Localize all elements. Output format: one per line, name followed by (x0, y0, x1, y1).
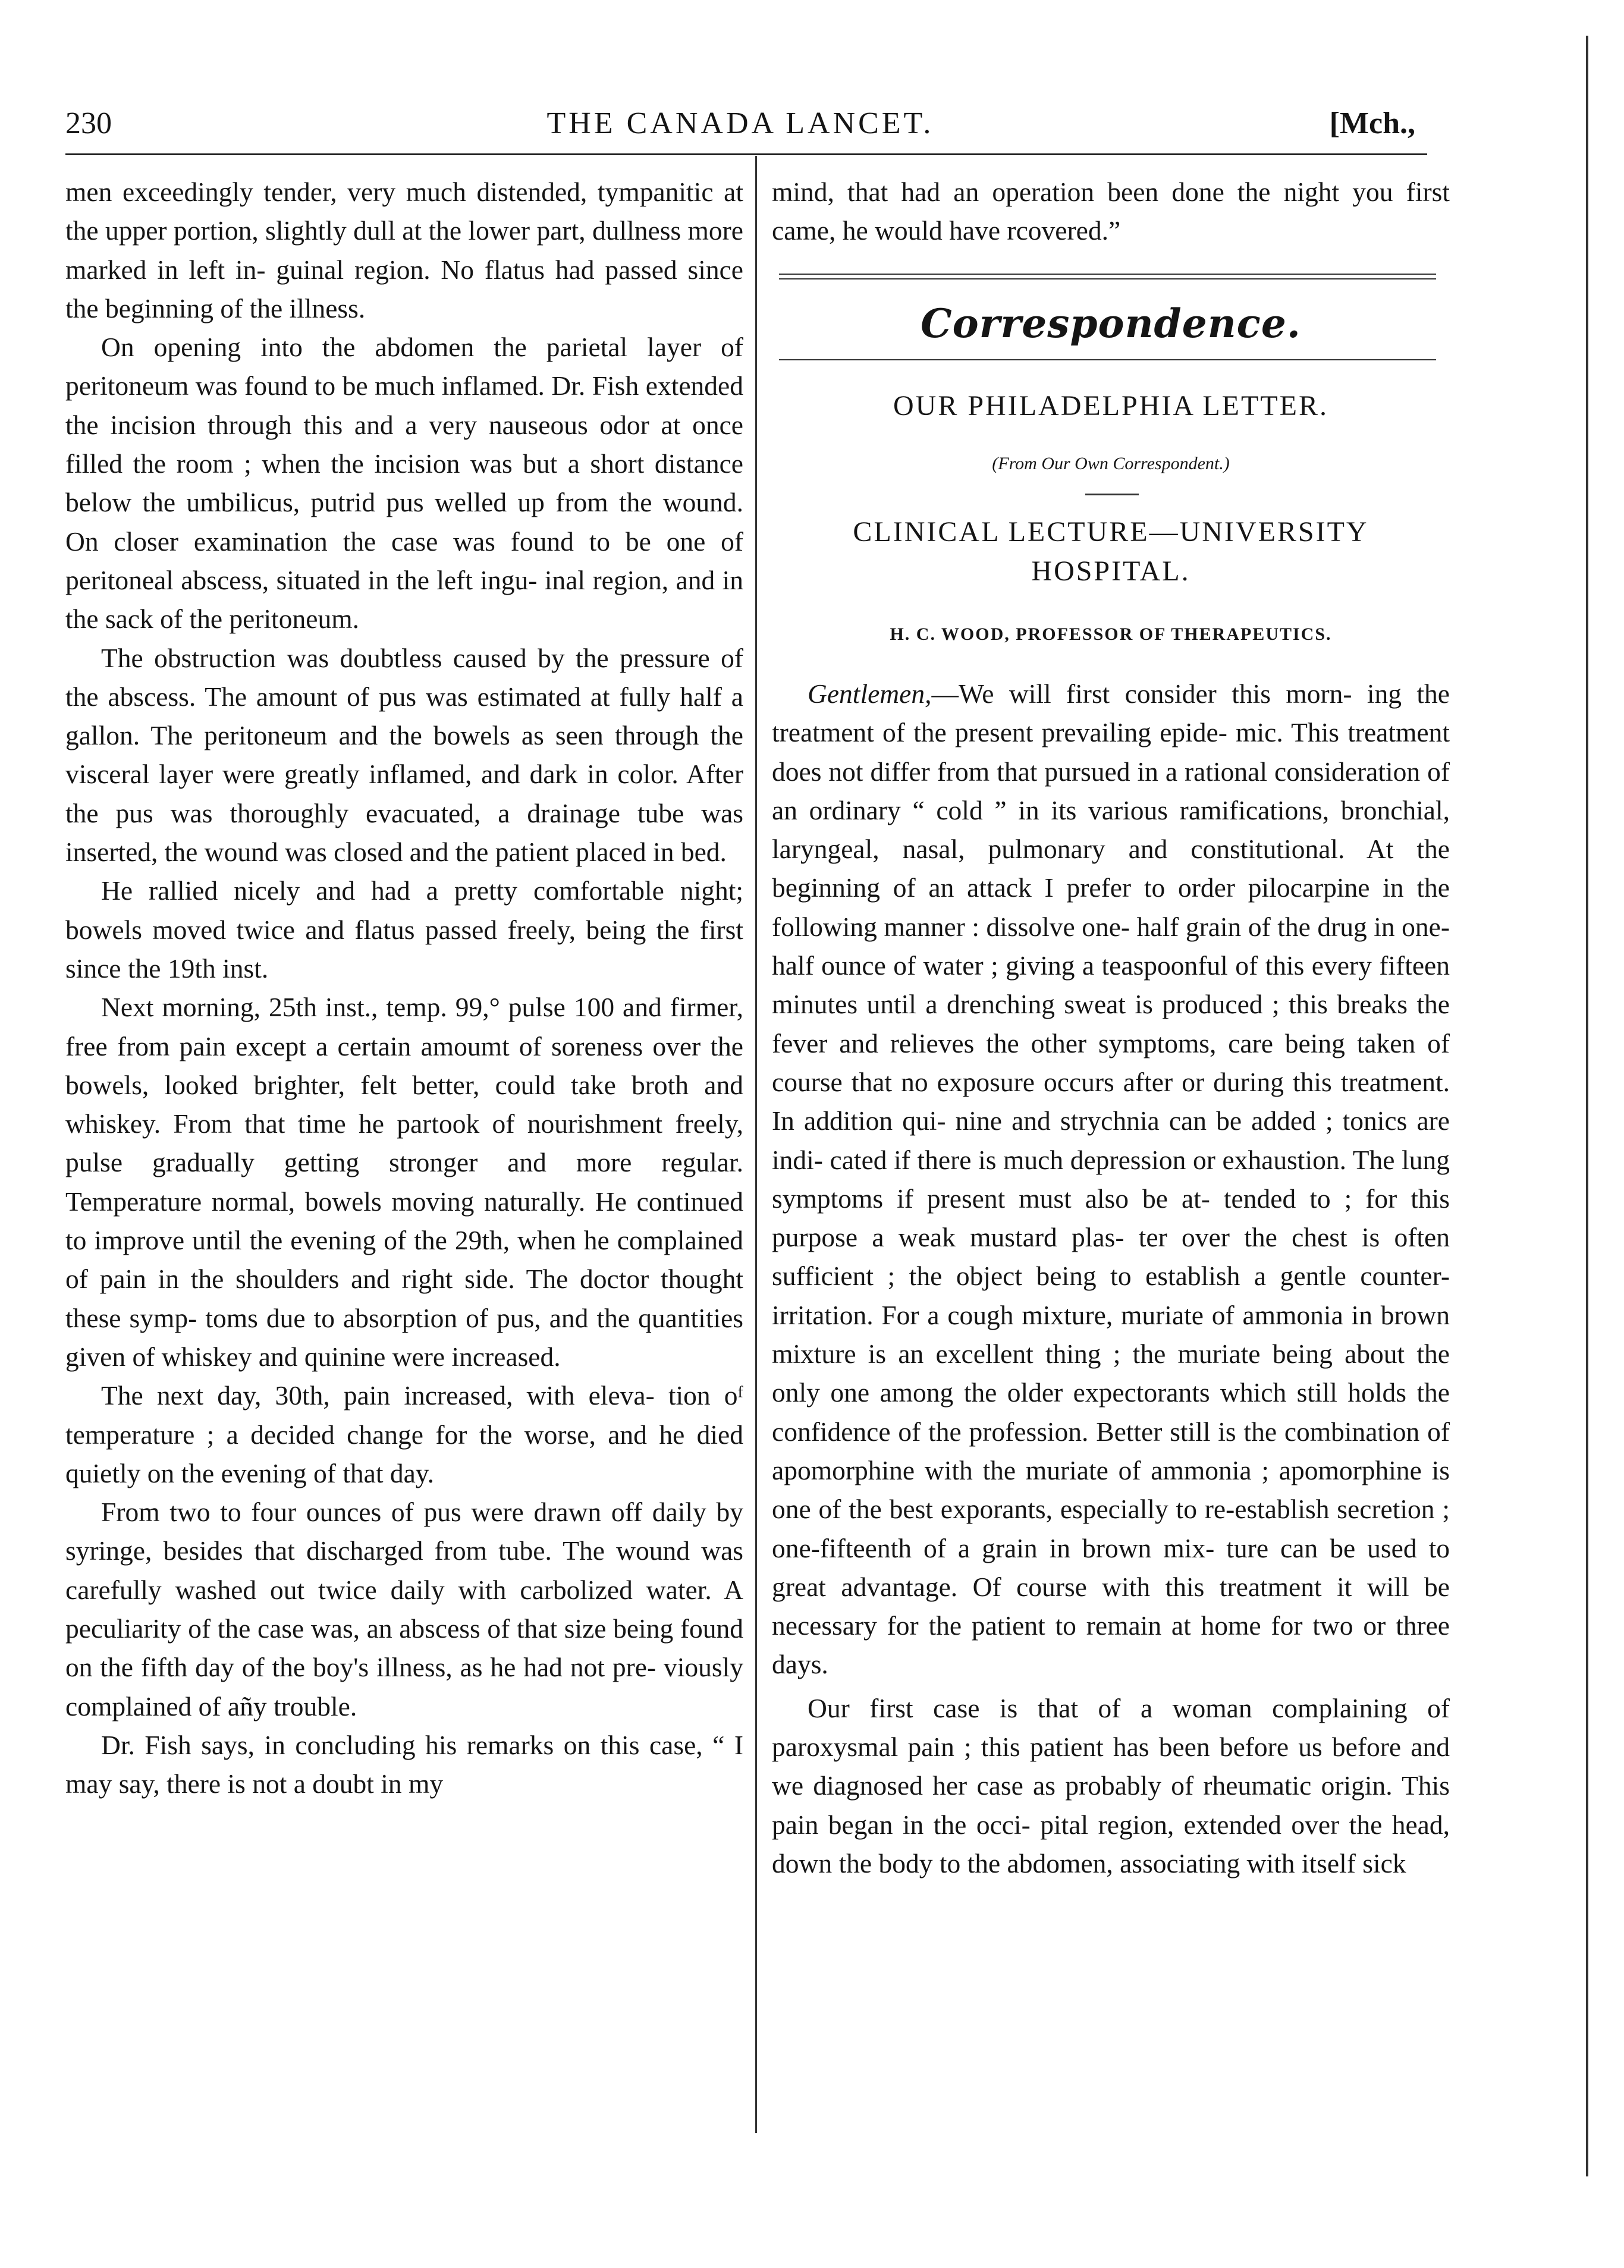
correspondent-credit: (From Our Own Correspondent.) (992, 454, 1230, 473)
column-divider (755, 156, 757, 2133)
left-paragraph: Next morning, 25th inst., temp. 99,° pulse 100 and firmer, free from pain except a certain amoumt of soreness over the bowels, looked brighter, felt better, could take broth and whiskey. From that time he partook of nourishment freely, pulse gradually getting stronger and more regular. Temperature normal, bowels moving naturally. He continued to improve until the evening of the 29th, when he complained of pain in the shoulders and right side. The doctor thought these symp- toms due to absorption of pus, and the quantities given of whiskey and quinine were increased. (65, 992, 743, 1372)
professor-byline: H. C. WOOD, PROFESSOR OF THERAPEUTICS. (890, 624, 1332, 644)
left-column (65, 172, 743, 1803)
section-title: Correspondence. (921, 300, 1301, 347)
left-paragraph: The next day, 30th, pain increased, with eleva- tion oᶠ temperature ; a decided change for the worse, and he died quietly on the evening of that day. (65, 1380, 743, 1488)
page-number: 230 (65, 106, 112, 140)
section-rule (779, 359, 1436, 360)
left-paragraph: men exceedingly tender, very much distended, tympanitic at the upper portion, slightly dull at the lower part, dullness more marked in left in- guinal region. No flatus had passed since the beginning of the illness. (65, 177, 743, 323)
running-header (65, 106, 1415, 153)
left-paragraph: On opening into the abdomen the parietal layer of peritoneum was found to be much inflamed. Dr. Fish extended the incision through this and a very nauseous odor at once filled the room ; when the incision was but a short distance below the umbilicus, putrid pus welled up from the wound. On closer examination the case was found to be one of peritoneal abscess, situated in the left ingu- inal region, and in the sack of the peritoneum. (65, 332, 743, 634)
right-column-continuation (772, 172, 1450, 250)
double-rule (779, 274, 1436, 279)
left-paragraph: He rallied nicely and had a pretty comfortable night; bowels moved twice and flatus passed freely, being the first since the 19th inst. (65, 875, 743, 984)
lecture-paragraph: Our first case is that of a woman complaining of paroxysmal pain ; this patient has been before us before and we diagnosed her case as probably of rheumatic origin. This pain began in the occi- pital region, extended over the head, down the body to the abdomen, associating with itself sick (772, 1692, 1450, 1879)
left-paragraph: From two to four ounces of pus were drawn off daily by syringe, besides that discharged from tube. The wound was carefully washed out twice daily with carbolized water. A peculiarity of the case was, an abscess of that size being found on the fifth day of the boy's illness, as he had not pre- viously complained of añy trouble. (65, 1497, 743, 1722)
left-paragraph: Dr. Fish says, in concluding his remarks on this case, “ I may say, there is not a doubt in my (65, 1729, 743, 1799)
lecture-title (772, 513, 1450, 591)
left-paragraph: The obstruction was doubtless caused by the pressure of the abscess. The amount of pus was estimated at fully half a gallon. The peritoneum and the bowels as seen through the visceral layer were greatly inflamed, and dark in color. After the pus was thoroughly evacuated, a drainage tube was inserted, the wound was closed and the patient placed in bed. (65, 642, 743, 868)
journal-title: THE CANADA LANCET. (546, 106, 934, 140)
page-edge (1586, 36, 1588, 2176)
lecture-paragraph-text: —We will first consider this morn- ing the treatment of the present prevailing epide- mic. This treatment does not differ from that pursued in a rational consideration of an ordinary “ cold ” in its various ramifications, bronchial, laryngeal, nasal, pulmonary and constitutional. At the beginning of an attack I prefer to order pilocarpine in the following manner : dissolve one- half grain of the drug in one-half ounce of water ; giving a teaspoonful of this every fifteen minutes until a drenching sweat is produced ; this breaks the fever and relieves the other symptoms, care being taken of course that no exposure occurs after or during this treatment. In addition qui- nine and strychnia can be added ; tonics are indi- cated if there is much depression or exhaustion. The lung symptoms if present must also be at- tended to ; for this purpose a weak mustard plas- ter over the chest is often sufficient ; the object being to establish a gentle counter-irritation. For a cough mixture, muriate of ammonia in brown mixture is an excellent thing ; the muriate being about the only one among the older expectorants which still holds the confidence of the profession. Better still is the combination of apomorphine with the muriate of ammonia ; apomorphine is one of the best exporants, especially to re-establish secretion ; one-fifteenth of a grain in brown mix- ture can be used to great advantage. Of course with this treatment it will be necessary for the patient to remain at home for two or three days. (772, 678, 1450, 1680)
short-divider (1085, 494, 1139, 495)
header-rule (65, 153, 1427, 155)
continuation-text: mind, that had an operation been done the night you first came, he would have rcovered.” (772, 177, 1450, 246)
lecture-paragraph (772, 674, 1450, 1684)
letter-title: OUR PHILADELPHIA LETTER. (893, 390, 1328, 422)
lecture-title-line: CLINICAL LECTURE—UNIVERSITY (853, 516, 1369, 548)
lecture-body (772, 674, 1450, 1883)
issue-month: [Mch., (1329, 106, 1415, 140)
salutation: Gentlemen, (808, 678, 932, 709)
lecture-title-line: HOSPITAL. (1031, 555, 1190, 587)
